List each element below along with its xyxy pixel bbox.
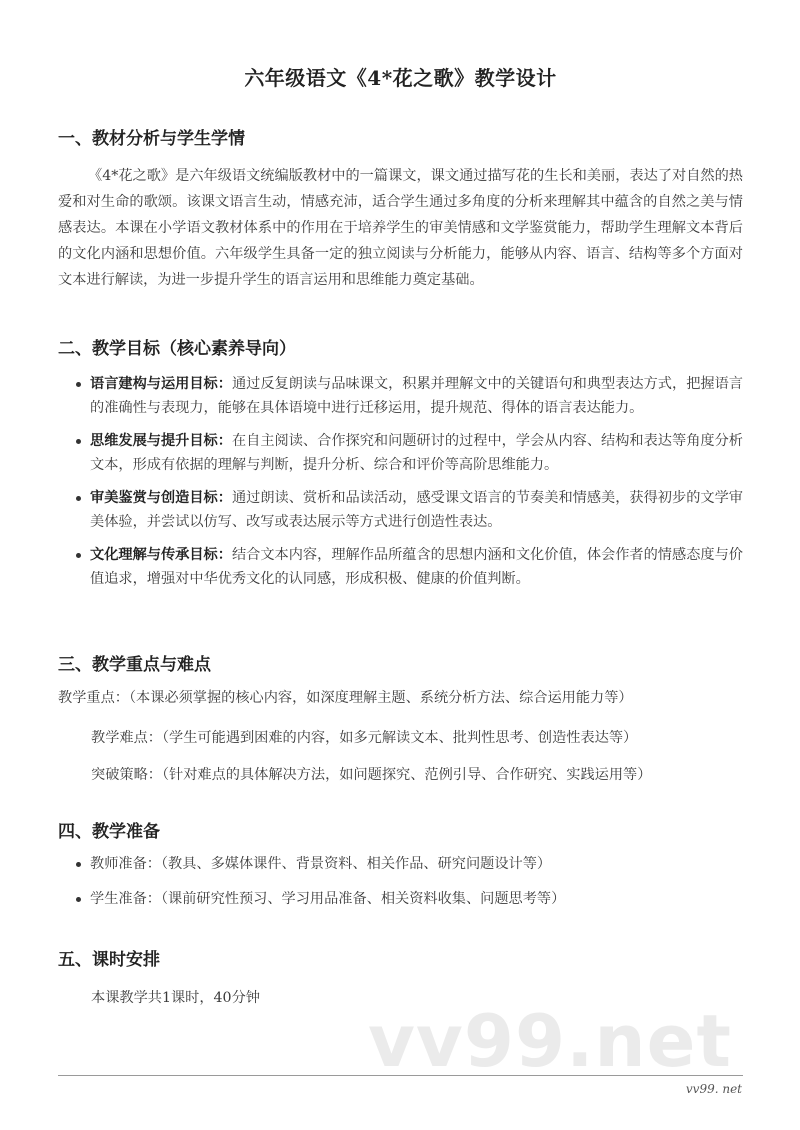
- goal-item-aesthetic: [76, 486, 743, 534]
- footer-divider: [58, 1075, 743, 1076]
- schedule-text: 本课教学共1课时，40分钟: [91, 990, 260, 1006]
- watermark: vv99.net: [368, 999, 732, 1083]
- strategy-text: 突破策略：（针对难点的具体解决方法，如问题探究、范例引导、合作研究、实践运用等）: [91, 767, 652, 783]
- teaching-goals-list: [76, 372, 743, 591]
- section-heading-textbook-analysis: 一、教材分析与学生学情: [58, 129, 245, 149]
- prep-item-teacher: [76, 852, 743, 876]
- goal-label: 审美鉴赏与创造目标：: [90, 490, 232, 506]
- preparation-list: [76, 852, 743, 911]
- section-heading-key-points: 三、教学重点与难点: [58, 655, 211, 675]
- key-point-text: 教学重点：（本课必须掌握的核心内容，如深度理解主题、系统分析方法、综合运用能力等）: [58, 690, 633, 706]
- bullet-icon: [76, 382, 81, 387]
- bullet-icon: [76, 553, 81, 558]
- prep-item-student: [76, 887, 743, 911]
- textbook-analysis-text: 《4*花之歌》是六年级语文统编版教材中的一篇课文，课文通过描写花的生长和美丽，表达了对自然的热爱和对生命的歌颂。该课文语言生动，情感充沛，适合学生通过多角度的分析来理解其中蕴含的自然之美与情感表达。本课在小学语文教材体系中的作用在于培养学生的审美情感和文学鉴赏能力，帮助学生理解文本背后的文化内涵和思想价值。六年级学生具备一定的独立阅读与分析能力，能够从内容、语言、结构等多个方面对文本进行解读，为进一步提升学生的语言运用和思维能力奠定基础。: [58, 168, 743, 288]
- footer-site-label: vv99. net: [685, 1082, 742, 1096]
- goal-text: 结合文本内容，理解作品所蕴含的思想内涵和文化价值，体会作者的情感态度与价值追求，增强对中华优秀文化的认同感，形成积极、健康的价值判断。: [90, 547, 743, 587]
- prep-text: 教师准备：（教具、多媒体课件、背景资料、相关作品、研究问题设计等）: [90, 856, 552, 872]
- goal-text: 在自主阅读、合作探究和问题研讨的过程中，学会从内容、结构和表达等角度分析文本，形成有依据的理解与判断，提升分析、综合和评价等高阶思维能力。: [90, 433, 743, 473]
- section-heading-preparation: 四、教学准备: [58, 822, 160, 842]
- goal-label: 文化理解与传承目标：: [90, 547, 232, 563]
- bullet-icon: [76, 496, 81, 501]
- bullet-icon: [76, 897, 81, 902]
- goal-label: 思维发展与提升目标：: [90, 433, 232, 449]
- bullet-icon: [76, 862, 81, 867]
- difficulty-text: 教学难点：（学生可能遇到困难的内容，如多元解读文本、批判性思考、创造性表达等）: [91, 730, 638, 746]
- goal-text: 通过朗读、赏析和品读活动，感受课文语言的节奏美和情感美，获得初步的文学审美体验，并尝试以仿写、改写或表达展示等方式进行创造性表达。: [90, 490, 743, 530]
- document-title: 六年级语文《4*花之歌》教学设计: [244, 66, 557, 90]
- prep-text: 学生准备：（课前研究性预习、学习用品准备、相关资料收集、问题思考等）: [90, 891, 566, 907]
- goal-label: 语言建构与运用目标：: [90, 376, 232, 392]
- goal-text: 通过反复朗读与品味课文，积累并理解文中的关键语句和典型表达方式，把握语言的准确性与表现力，能够在具体语境中进行迁移运用，提升规范、得体的语言表达能力。: [90, 376, 743, 416]
- goal-item-thinking: [76, 429, 743, 477]
- section-heading-teaching-goals: 二、教学目标（核心素养导向）: [58, 339, 296, 359]
- bullet-icon: [76, 439, 81, 444]
- goal-item-culture: [76, 543, 743, 591]
- goal-item-language: [76, 372, 743, 420]
- textbook-analysis-paragraph: [58, 163, 743, 293]
- section-heading-schedule: 五、课时安排: [58, 950, 160, 970]
